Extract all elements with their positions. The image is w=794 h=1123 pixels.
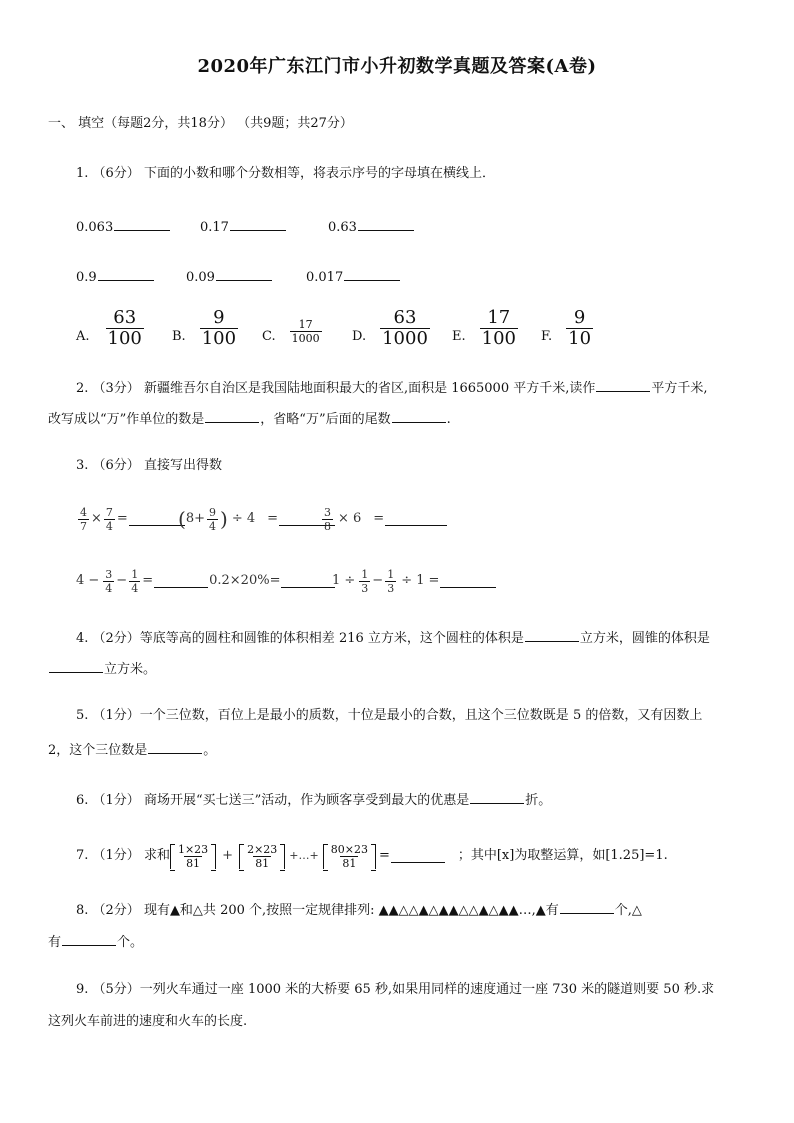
fraction: $\frac{63}{1000}$ — [382, 307, 428, 349]
answer-blank[interactable] — [385, 512, 447, 526]
floor-bracket — [170, 844, 216, 869]
answer-blank[interactable] — [281, 574, 335, 588]
question-5-line-2: 2，这个三位数是 。 — [48, 740, 216, 759]
q1-option-e — [452, 306, 520, 348]
q1-option-d — [352, 306, 432, 348]
answer-blank[interactable] — [391, 849, 445, 863]
question-7: 7. （1分） 求和 $\frac{1\times 23}{81}$ + $\frac{2\times 23}{81}$ +…+ $\frac{80\times 23}{81}$ = ；其中[x]为取整运算，如[1.25]=1. — [76, 842, 668, 870]
q3-expr-5: 0.2×20%= — [209, 573, 281, 588]
answer-blank[interactable] — [470, 790, 524, 804]
q1-item-4 — [76, 267, 155, 286]
answer-blank[interactable] — [114, 217, 170, 231]
fraction: $\frac{7}{4}$ — [105, 505, 113, 533]
fraction: $\frac{80\times 23}{81}$ — [330, 842, 368, 870]
question-4-line-2: 立方米。 — [48, 659, 156, 678]
q1-decimal: 0.09 — [186, 270, 215, 285]
q1-option-b — [172, 306, 240, 348]
fraction: $\frac{63}{100}$ — [107, 307, 142, 349]
q1-decimal: 0.17 — [200, 220, 229, 235]
fraction: $\frac{9}{10}$ — [568, 307, 592, 349]
question-9-line-1: 9. （5分）一列火车通过一座 1000 米的大桥要 65 秒,如果用同样的速度通过一座 730 米的隧道则要 50 秒.求 — [76, 982, 715, 997]
q1-option-a — [76, 306, 146, 348]
question-3-stem: 3. （6分） 直接写出得数 — [76, 458, 222, 473]
answer-blank[interactable] — [148, 740, 202, 754]
answer-blank[interactable] — [49, 659, 103, 673]
fraction: $\frac{3}{8}$ — [324, 505, 331, 533]
answer-blank[interactable] — [560, 900, 614, 914]
floor-bracket — [239, 844, 285, 869]
fraction: $\frac{4}{7}$ — [80, 505, 87, 533]
q1-item-1 — [76, 217, 171, 236]
fraction: $\frac{2\times 23}{81}$ — [247, 842, 278, 870]
option-letter: B. — [172, 329, 186, 344]
option-letter: F. — [541, 329, 553, 344]
fraction: $\frac{1}{3}$ — [387, 567, 395, 595]
section-heading: 一、 填空（每题2分，共18分） （共9题；共27分） — [48, 116, 353, 131]
answer-blank[interactable] — [440, 574, 496, 588]
q3-expr-2: ( 8 + $\frac{9}{4}$ ) ÷ 4 = — [178, 502, 336, 536]
question-1-stem: 1. （6分） 下面的小数和哪个分数相等，将表示序号的字母填在横线上． — [76, 166, 495, 181]
fraction: $\frac{3}{4}$ — [105, 567, 113, 595]
answer-blank[interactable] — [129, 512, 185, 526]
answer-blank[interactable] — [205, 409, 259, 423]
q1-option-c — [262, 306, 324, 348]
q3-expr-3: $\frac{3}{8}$ × 6 = — [320, 502, 448, 536]
q1-item-5 — [186, 267, 273, 286]
fraction: $\frac{9}{4}$ — [209, 505, 216, 533]
question-8-line-2: 有 个。 — [48, 932, 143, 951]
q1-item-2 — [200, 217, 287, 236]
q1-option-f — [541, 306, 595, 348]
q1-decimal: 0.63 — [328, 220, 357, 235]
question-2-line-2: 改写成以“万”作单位的数是 ，省略“万”后面的尾数 . — [48, 409, 451, 428]
question-4-line-1: 4. （2分）等底等高的圆柱和圆锥的体积相差 216 立方米，这个圆柱的体积是 立方米，圆锥的体积是 — [76, 628, 710, 647]
answer-blank[interactable] — [596, 378, 650, 392]
q1-decimal: 0.017 — [306, 270, 344, 285]
answer-blank[interactable] — [344, 267, 400, 281]
page-title: 2020年广东江门市小升初数学真题及答案(A卷) — [197, 56, 597, 77]
fraction: $\frac{17}{1000}$ — [291, 318, 320, 345]
answer-blank[interactable] — [216, 267, 272, 281]
option-letter: D. — [352, 329, 367, 344]
answer-blank[interactable] — [154, 574, 208, 588]
answer-blank[interactable] — [98, 267, 154, 281]
option-letter: A. — [76, 329, 90, 344]
answer-blank[interactable] — [392, 409, 446, 423]
q3-expr-1: $\frac{4}{7}$ × $\frac{7}{4}$ = — [76, 502, 186, 536]
q1-decimal: 0.9 — [76, 270, 97, 285]
q1-item-6 — [306, 267, 401, 286]
fraction: $\frac{9}{100}$ — [201, 307, 237, 349]
question-9-line-2: 这列火车前进的速度和火车的长度. — [48, 1014, 248, 1029]
answer-blank[interactable] — [62, 932, 116, 946]
question-2-line-1: 2. （3分） 新疆维吾尔自治区是我国陆地面积最大的省区,面积是 1665000 平方千米,读作 平方千米, — [76, 378, 708, 397]
question-5-line-1: 5. （1分）一个三位数，百位上是最小的质数，十位是最小的合数，且这个三位数既是 5 的倍数，又有因数上 — [76, 708, 703, 723]
fraction: $\frac{17}{100}$ — [481, 307, 516, 349]
option-letter: C. — [262, 329, 276, 344]
question-6: 6. （1分） 商场开展“买七送三”活动，作为顾客享受到最大的优惠是 折。 — [76, 790, 551, 809]
q1-item-3 — [328, 217, 415, 236]
answer-blank[interactable] — [358, 217, 414, 231]
q3-expr-6: 1 ÷ $\frac{1}{3}$ − $\frac{1}{3}$ ÷ 1 = — [332, 564, 497, 598]
answer-blank[interactable] — [230, 217, 286, 231]
fraction: $\frac{1\times 23}{81}$ — [177, 842, 209, 870]
option-letter: E. — [452, 329, 466, 344]
q1-decimal: 0.063 — [76, 220, 114, 235]
question-8-line-1: 8. （2分） 现有▲和△共 200 个,按照一定规律排列: ▲▲△△▲△▲▲△△▲△▲▲…,▲有 个,△ — [76, 900, 642, 919]
fraction: $\frac{1}{3}$ — [361, 567, 369, 595]
q3-expr-4: 4 − $\frac{3}{4}$ − $\frac{1}{4}$ = 0.2×20%= — [76, 564, 336, 598]
answer-blank[interactable] — [525, 628, 579, 642]
fraction: $\frac{1}{4}$ — [131, 567, 139, 595]
floor-bracket — [323, 844, 376, 869]
